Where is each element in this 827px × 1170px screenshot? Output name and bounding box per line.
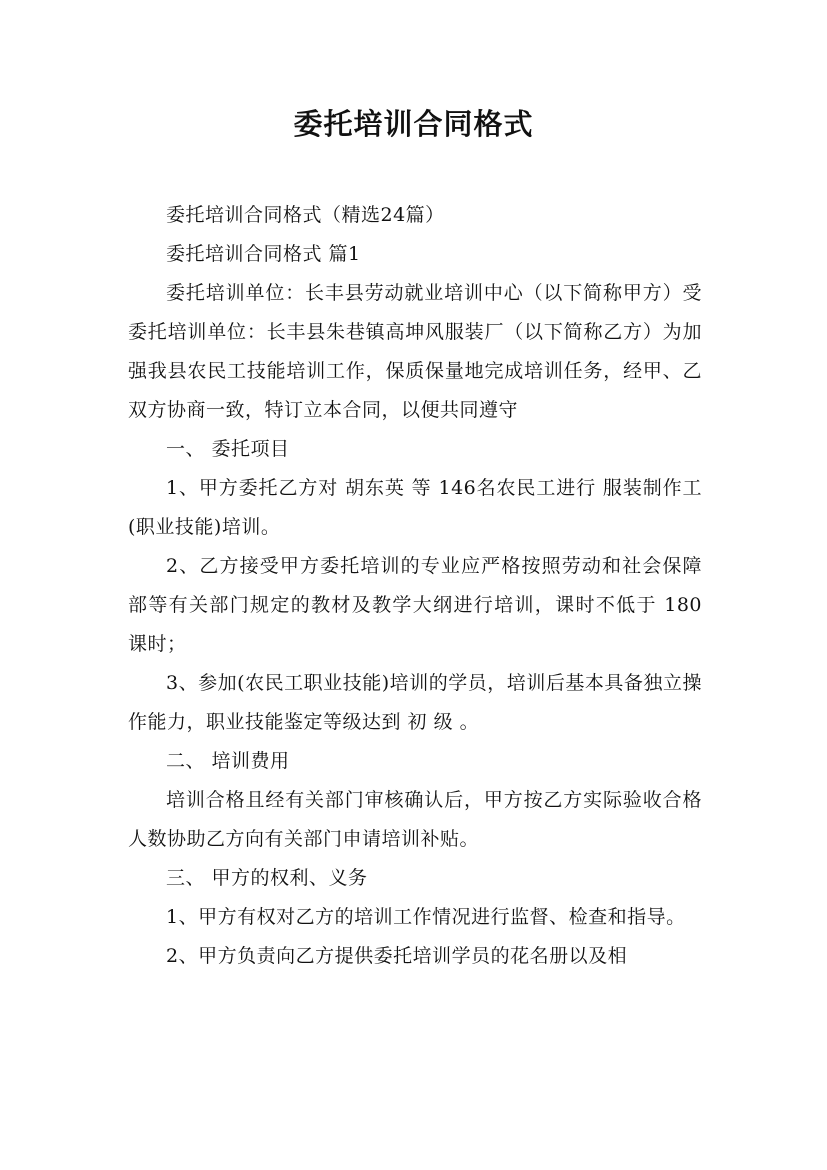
paragraph-rights-1: 1、甲方有权对乙方的培训工作情况进行监督、检查和指导。 xyxy=(166,906,686,928)
heading-entrusted-project: 一、 委托项目 xyxy=(166,438,290,460)
paragraph-parties: 委托培训单位：长丰县劳动就业培训中心（以下简称甲方）受委托培训单位：长丰县朱巷镇高坤风服装厂（以下简称乙方）为加强我县农民工技能培训工作，保质保量地完成培训任务，经甲、乙双方协商一致，特订立本合同，以便共同遵守 xyxy=(128,282,702,421)
heading-party-a-rights: 三、 甲方的权利、义务 xyxy=(166,867,368,889)
paragraph-rights-2: 2、甲方负责向乙方提供委托培训学员的花名册以及相 xyxy=(166,945,628,967)
paragraph-item-1: 1、甲方委托乙方对 胡东英 等 146名农民工进行 服装制作工(职业技能)培训。 xyxy=(128,477,702,538)
document-title: 委托培训合同格式 xyxy=(293,107,534,141)
paragraph-section-heading: 委托培训合同格式 篇1 xyxy=(166,243,361,265)
paragraph-item-3: 3、参加(农民工职业技能)培训的学员，培训后基本具备独立操作能力，职业技能鉴定等级达到 初 级 。 xyxy=(128,672,702,733)
paragraph-item-2: 2、乙方接受甲方委托培训的专业应严格按照劳动和社会保障部等有关部门规定的教材及教学大纲进行培训，课时不低于 180 课时； xyxy=(128,555,702,655)
heading-training-fees: 二、 培训费用 xyxy=(166,750,290,772)
paragraph-subtitle: 委托培训合同格式（精选24篇） xyxy=(166,204,445,226)
document-body xyxy=(128,196,702,976)
paragraph-fees: 培训合格且经有关部门审核确认后，甲方按乙方实际验收合格人数协助乙方向有关部门申请培训补贴。 xyxy=(128,789,702,850)
